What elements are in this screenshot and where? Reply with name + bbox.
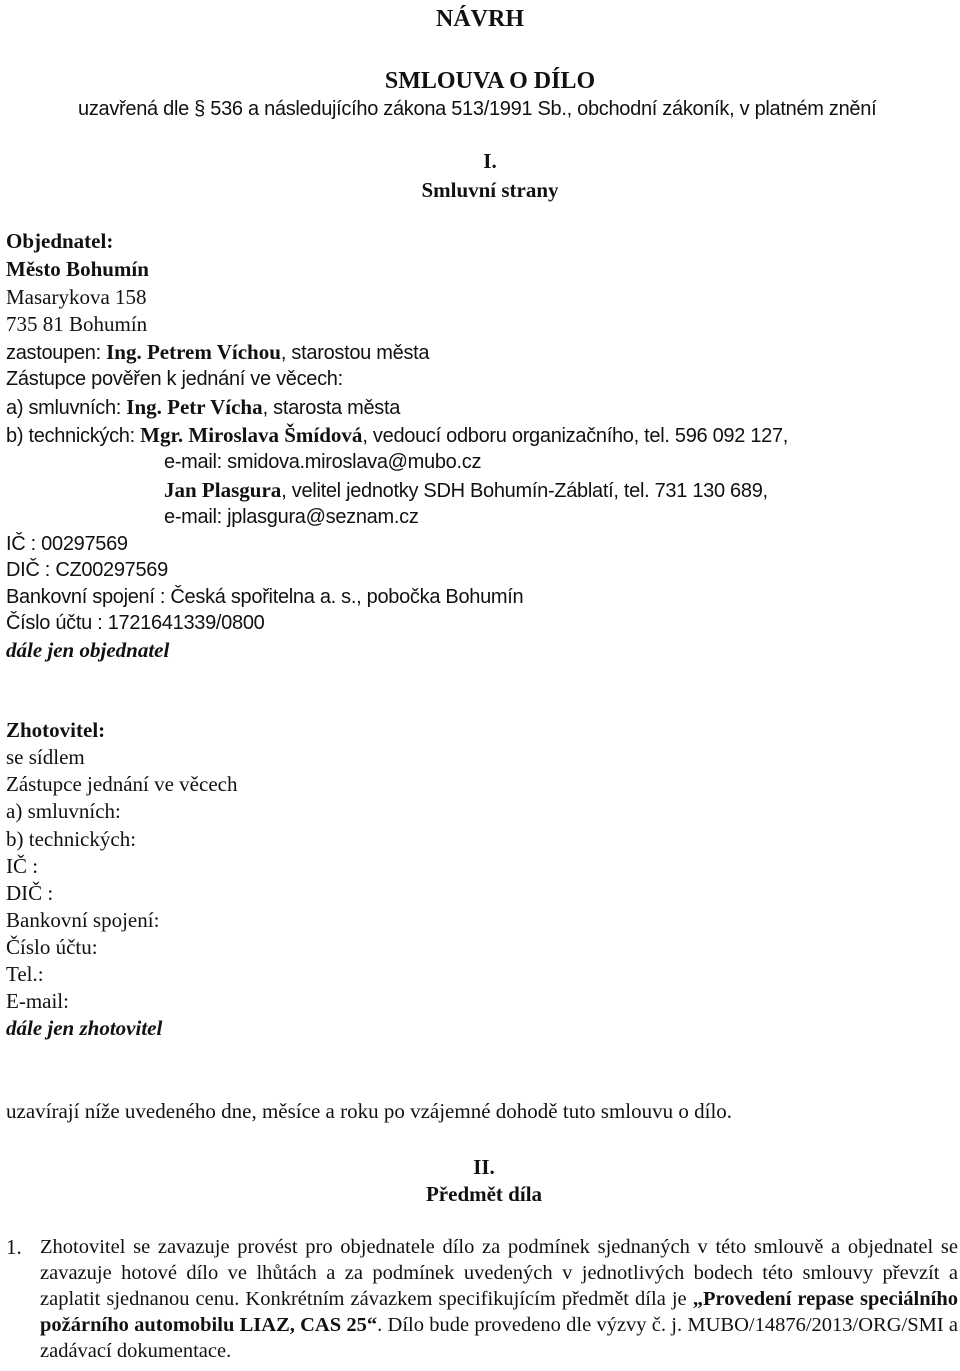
section-1-number: I.	[483, 149, 497, 173]
zhotovitel-email: E-mail:	[6, 989, 69, 1013]
zhotovitel-seat: se sídlem	[6, 745, 85, 769]
document-subtitle: uzavřená dle § 536 a následujícího zákona 513/1991 Sb., obchodní zákoník, v platném znění	[78, 98, 877, 120]
objednatel-dic: DIČ : CZ00297569	[6, 559, 168, 581]
objednatel-technical-rep-1-email: e-mail: smidova.miroslava@mubo.cz	[164, 451, 482, 473]
objednatel-city: 735 81 Bohumín	[6, 312, 148, 336]
item-1-number: 1.	[6, 1235, 22, 1259]
document-title: SMLOUVA O DÍLO	[384, 68, 596, 94]
section-2-number: II.	[473, 1155, 495, 1179]
objednatel-technical-rep-2-email: e-mail: jplasgura@seznam.cz	[164, 506, 419, 528]
zhotovitel-alias: dále jen zhotovitel	[6, 1016, 163, 1040]
zhotovitel-technical: b) technických:	[6, 827, 137, 851]
zhotovitel-account: Číslo účtu:	[6, 935, 98, 959]
objednatel-delegate-line: Zástupce pověřen k jednání ve věcech:	[6, 368, 343, 390]
zhotovitel-bank: Bankovní spojení:	[6, 908, 160, 932]
zhotovitel-rep: Zástupce jednání ve věcech	[6, 772, 238, 796]
zhotovitel-heading: Zhotovitel:	[6, 718, 106, 742]
zhotovitel-ic: IČ :	[6, 854, 39, 878]
objednatel-heading: Objednatel:	[6, 229, 114, 253]
closing-sentence: uzavírají níže uvedeného dne, měsíce a roku po vzájemné dohodě tuto smlouvu o dílo.	[6, 1099, 733, 1123]
zhotovitel-tel: Tel.:	[6, 962, 44, 986]
objednatel-technical-rep-1: b) technických: Mgr. Miroslava Šmídová, vedoucí odboru organizačního, tel. 596 092 127,	[6, 423, 789, 447]
item-1-text: Zhotovitel se zavazuje provést pro objednatele dílo za podmínek sjednaných v této smlouvě a objednatel se zavazuje hotové dílo ve lhůtách a za podmínek uvedených v jednotlivých bodech této smlouvy převzít a zaplatit sjednanou cenu. Konkrétním závazkem specifikujícím předmět díla je „Provedení repase speciálního požárního automobilu LIAZ, CAS 25“. Dílo bude provedeno dle výzvy č. j. MUBO/14876/2013/ORG/SMI a zadávací dokumentace.	[40, 1236, 959, 1362]
draft-label: NÁVRH	[436, 6, 524, 32]
objednatel-account: Číslo účtu : 1721641339/0800	[6, 612, 265, 634]
objednatel-alias: dále jen objednatel	[6, 638, 170, 662]
objednatel-contractual-rep: a) smluvních: Ing. Petr Vícha, starosta města	[6, 395, 401, 419]
section-2-title: Předmět díla	[425, 1182, 543, 1206]
objednatel-street: Masarykova 158	[6, 285, 147, 309]
section-1-title: Smluvní strany	[421, 178, 559, 202]
objednatel-representative: zastoupen: Ing. Petrem Víchou, starostou města	[6, 340, 430, 364]
objednatel-technical-rep-2: Jan Plasgura, velitel jednotky SDH Bohumín-Záblatí, tel. 731 130 689,	[164, 478, 768, 502]
zhotovitel-contractual: a) smluvních:	[6, 799, 121, 823]
zhotovitel-dic: DIČ :	[6, 881, 54, 905]
objednatel-bank: Bankovní spojení : Česká spořitelna a. s., pobočka Bohumín	[6, 586, 524, 608]
objednatel-ic: IČ : 00297569	[6, 533, 128, 555]
objednatel-name: Město Bohumín	[6, 257, 149, 281]
